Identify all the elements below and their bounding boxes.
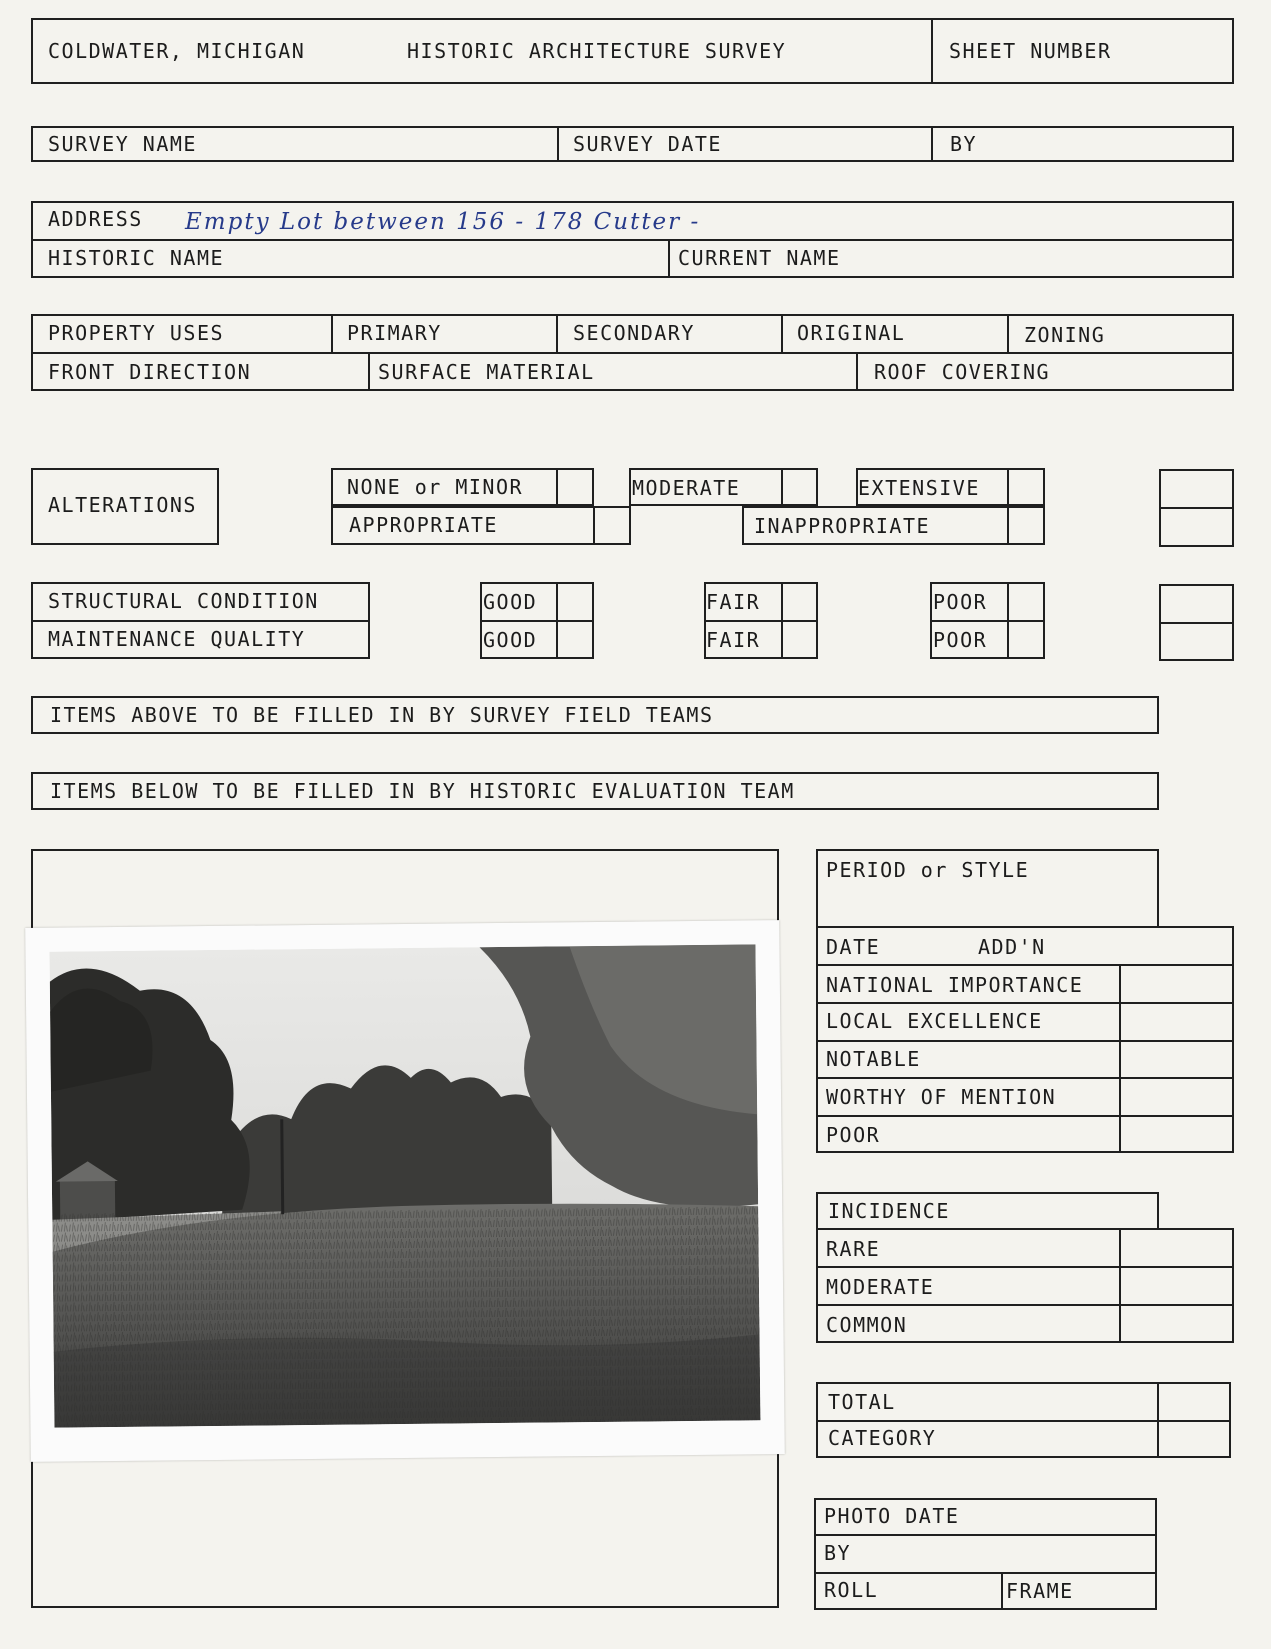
structural-condition-label: STRUCTURAL CONDITION xyxy=(48,589,319,613)
eval-poor-score[interactable] xyxy=(1119,1115,1234,1153)
property-div-4 xyxy=(1007,314,1009,352)
photo-mount xyxy=(25,920,785,1462)
structural-poor-label: POOR xyxy=(933,590,988,614)
property-div-2 xyxy=(556,314,558,352)
primary-field[interactable]: PRIMARY xyxy=(347,321,442,345)
header-divider xyxy=(931,18,933,84)
period-style-field[interactable]: PERIOD or STYLE xyxy=(826,858,1030,882)
maintenance-quality-label: MAINTENANCE QUALITY xyxy=(48,627,306,651)
common-score[interactable] xyxy=(1119,1304,1234,1343)
items-below-note: ITEMS BELOW TO BE FILLED IN BY HISTORIC EVALUATION TEAM xyxy=(50,779,795,803)
photo-info-div-2 xyxy=(814,1572,1157,1574)
photo-date-field[interactable]: PHOTO DATE xyxy=(824,1504,960,1528)
alt-extensive-label: EXTENSIVE xyxy=(858,476,980,500)
survey-divider-1 xyxy=(557,126,559,162)
incidence-moderate-label: MODERATE xyxy=(826,1275,935,1299)
property-div-5 xyxy=(368,352,370,391)
eval-poor-label: POOR xyxy=(826,1123,881,1147)
structural-poor-checkbox[interactable] xyxy=(1007,582,1045,620)
notable-score[interactable] xyxy=(1119,1040,1234,1077)
address-row-divider xyxy=(31,239,1234,241)
form-title: HISTORIC ARCHITECTURE SURVEY xyxy=(407,39,787,63)
alt-none-minor-label: NONE or MINOR xyxy=(347,475,524,499)
alt-inappropriate-checkbox[interactable] xyxy=(1007,506,1045,545)
local-excellence-label: LOCAL EXCELLENCE xyxy=(826,1009,1043,1033)
rare-label: RARE xyxy=(826,1237,881,1261)
address-col-divider xyxy=(668,239,670,278)
alt-appropriate-label: APPROPRIATE xyxy=(349,513,498,537)
property-uses-label: PROPERTY USES xyxy=(48,321,225,345)
survey-by-field[interactable]: BY xyxy=(950,132,978,156)
alt-appropriate-checkbox[interactable] xyxy=(593,506,631,545)
alt-extensive-checkbox[interactable] xyxy=(1007,468,1045,506)
alt-inappropriate-label: INAPPROPRIATE xyxy=(754,514,931,538)
photo-info-div-1 xyxy=(814,1534,1157,1536)
common-label: COMMON xyxy=(826,1313,908,1337)
maintenance-fair-label: FAIR xyxy=(706,628,761,652)
sheet-number-label[interactable]: SHEET NUMBER xyxy=(949,39,1112,63)
notable-label: NOTABLE xyxy=(826,1047,921,1071)
condition-score-divider xyxy=(1159,622,1234,624)
addn-field[interactable]: ADD'N xyxy=(978,935,1046,959)
maintenance-fair-checkbox[interactable] xyxy=(781,620,818,659)
maintenance-poor-label: POOR xyxy=(933,628,988,652)
original-field[interactable]: ORIGINAL xyxy=(797,321,906,345)
structural-good-label: GOOD xyxy=(483,590,538,614)
city-label: COLDWATER, MICHIGAN xyxy=(48,39,306,63)
items-above-note: ITEMS ABOVE TO BE FILLED IN BY SURVEY FIELD TEAMS xyxy=(50,703,714,727)
zoning-field[interactable]: ZONING xyxy=(1024,323,1106,347)
alt-score-divider xyxy=(1159,507,1234,509)
survey-name-field[interactable]: SURVEY NAME xyxy=(48,132,197,156)
address-label: ADDRESS xyxy=(48,207,143,231)
photo-by-field[interactable]: BY xyxy=(824,1541,852,1565)
secondary-field[interactable]: SECONDARY xyxy=(573,321,695,345)
photo-info-col-divider xyxy=(1001,1572,1003,1610)
total-label: TOTAL xyxy=(828,1390,896,1414)
historic-name-field[interactable]: HISTORIC NAME xyxy=(48,246,225,270)
national-importance-label: NATIONAL IMPORTANCE xyxy=(826,973,1084,997)
date-field[interactable]: DATE xyxy=(826,935,881,959)
current-name-field[interactable]: CURRENT NAME xyxy=(678,246,841,270)
national-importance-score[interactable] xyxy=(1119,964,1234,1002)
surface-material-field[interactable]: SURFACE MATERIAL xyxy=(378,360,595,384)
alt-none-minor-checkbox[interactable] xyxy=(556,468,594,506)
property-div-3 xyxy=(781,314,783,352)
property-div-6 xyxy=(856,352,858,391)
maintenance-good-checkbox[interactable] xyxy=(556,620,594,659)
front-direction-field[interactable]: FRONT DIRECTION xyxy=(48,360,252,384)
property-row-divider xyxy=(31,352,1234,354)
maintenance-good-label: GOOD xyxy=(483,628,538,652)
structural-fair-label: FAIR xyxy=(706,590,761,614)
survey-date-field[interactable]: SURVEY DATE xyxy=(573,132,722,156)
total-value[interactable] xyxy=(1157,1382,1231,1420)
incidence-moderate-score[interactable] xyxy=(1119,1266,1234,1304)
survey-divider-2 xyxy=(931,126,933,162)
structural-fair-checkbox[interactable] xyxy=(781,582,818,620)
roof-covering-field[interactable]: ROOF COVERING xyxy=(874,360,1051,384)
maintenance-poor-checkbox[interactable] xyxy=(1007,620,1045,659)
category-value[interactable] xyxy=(1157,1420,1231,1458)
frame-field[interactable]: FRAME xyxy=(1006,1579,1074,1603)
rare-score[interactable] xyxy=(1119,1228,1234,1266)
alt-moderate-checkbox[interactable] xyxy=(781,468,818,506)
local-excellence-score[interactable] xyxy=(1119,1002,1234,1040)
condition-label-divider xyxy=(31,620,370,622)
address-handwritten-value[interactable]: Empty Lot between 156 - 178 Cutter - xyxy=(185,209,701,235)
property-div-1 xyxy=(331,314,333,352)
worthy-of-mention-label: WORTHY OF MENTION xyxy=(826,1085,1057,1109)
alt-moderate-label: MODERATE xyxy=(632,476,741,500)
worthy-of-mention-score[interactable] xyxy=(1119,1077,1234,1115)
alterations-label: ALTERATIONS xyxy=(48,493,197,517)
category-label: CATEGORY xyxy=(828,1426,937,1450)
structural-good-checkbox[interactable] xyxy=(556,582,594,620)
roll-field[interactable]: ROLL xyxy=(824,1578,879,1602)
empty-lot-photo xyxy=(49,944,760,1427)
incidence-label: INCIDENCE xyxy=(828,1199,950,1223)
